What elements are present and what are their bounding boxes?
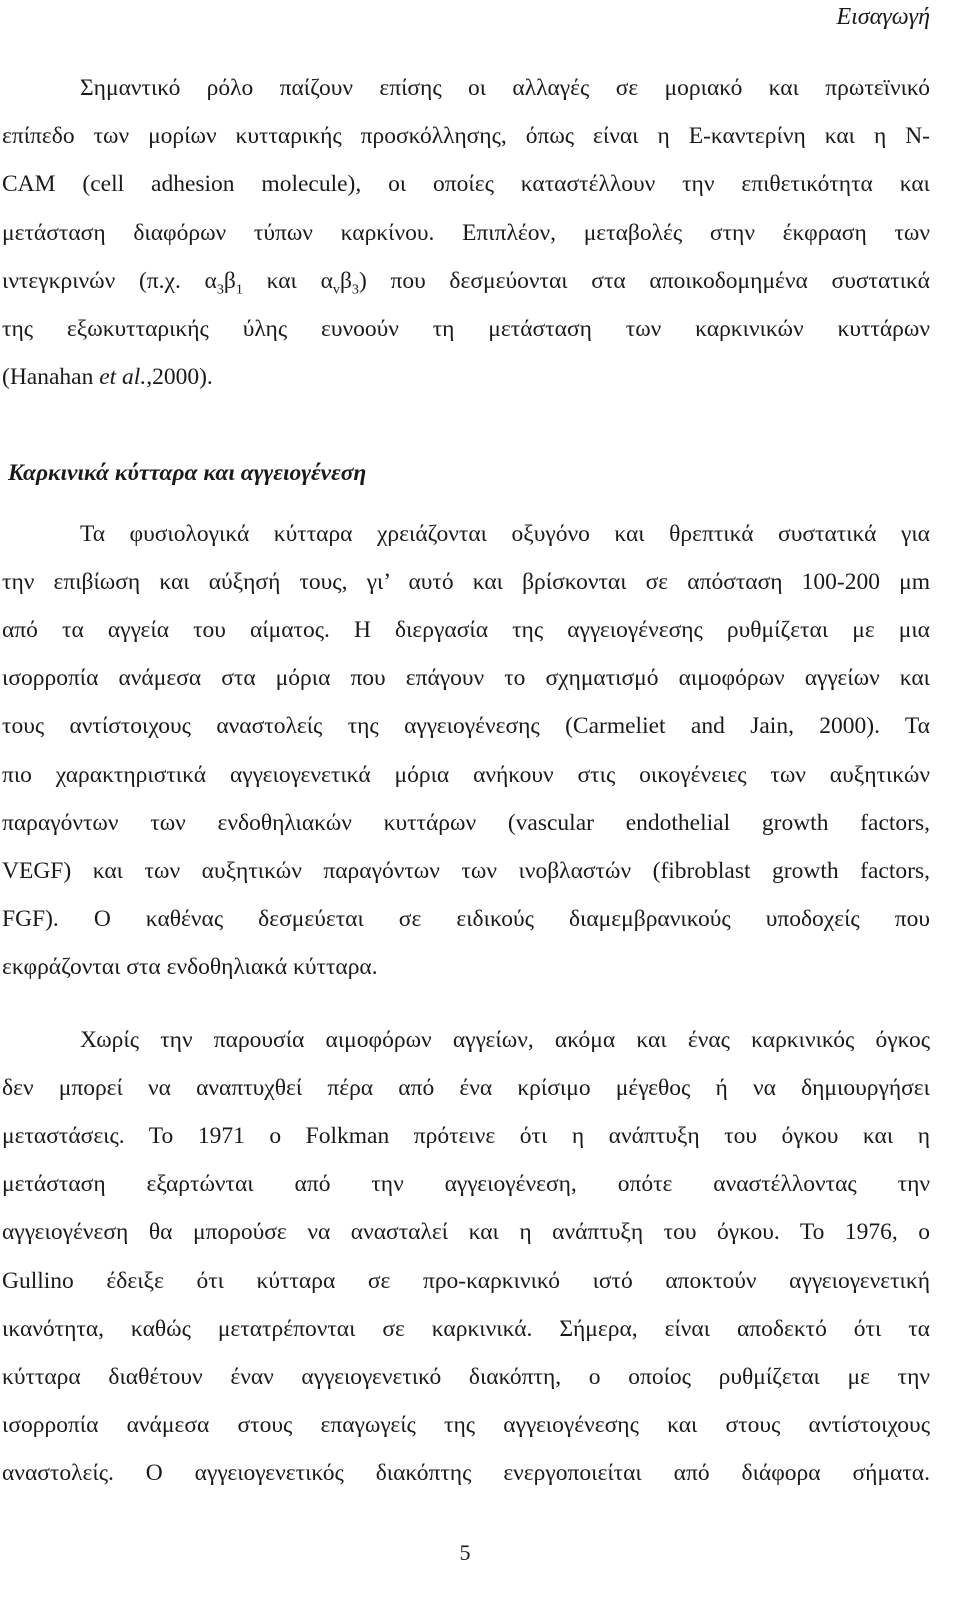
text-line: της εξωκυτταρικής ύλης ευνοούν τη μετάσταση των καρκινικών κυττάρων [2, 316, 930, 343]
text-fragment: ) που δεσμεύονται στα αποικοδομημένα συστατικά [358, 267, 930, 294]
text-line: αναστολείς. Ο αγγειογενετικός διακόπτης ενεργοποιείται από διάφορα σήματα. [2, 1460, 930, 1487]
text-line: αγγειογένεση θα μπορούσε να ανασταλεί και η ανάπτυξη του όγκου. Το 1976, ο [2, 1219, 930, 1246]
text-line: ισορροπία ανάμεσα στα μόρια που επάγουν το σχηματισμό αιμοφόρων αγγείων και [2, 665, 930, 692]
paragraph-angiogenesis [2, 510, 930, 992]
paragraph-cell-adhesion [2, 64, 930, 401]
text-line: CAM (cell adhesion molecule), οι οποίες καταστέλλουν την επιθετικότητα και [2, 171, 930, 198]
text-line: Τα φυσιολογικά κύτταρα χρειάζονται οξυγόνο και θρεπτικά συστατικά για [80, 520, 930, 547]
text-line: δεν μπορεί να αναπτυχθεί πέρα από ένα κρίσιμο μέγεθος ή να δημιουργήσει [2, 1074, 930, 1101]
text-line: FGF). Ο καθένας δεσμεύεται σε ειδικούς διαμεμβρανικούς υποδοχείς που [2, 906, 930, 933]
text-line: μετάσταση εξαρτώνται από την αγγειογένεση, οπότε αναστέλλοντας την [2, 1171, 930, 1198]
text-line: κύτταρα διαθέτουν έναν αγγειογενετικό διακόπτη, ο οποίος ρυθμίζεται με την [2, 1364, 930, 1391]
text-line: Χωρίς την παρουσία αιμοφόρων αγγείων, ακόμα και ένας καρκινικός όγκος [80, 1026, 930, 1053]
section-heading: Καρκινικά κύτταρα και αγγειογένεση [8, 460, 367, 487]
text-line: την επιβίωση και αύξησή τους, γι’ αυτό και βρίσκονται σε απόσταση 100-200 μm [2, 568, 930, 595]
document-body [2, 64, 930, 1498]
text-fragment-italic: et al. [99, 364, 147, 391]
text-line: ικανότητα, καθώς μετατρέπονται σε καρκινικά. Σήμερα, είναι αποδεκτό ότι τα [2, 1315, 930, 1342]
text-line: τους αντίστοιχους αναστολείς της αγγειογένεσης (Carmeliet and Jain, 2000). Τα [2, 713, 930, 740]
page-header-chapter-title: Εισαγωγή [836, 4, 930, 30]
text-line-integrins [2, 257, 930, 305]
subscript: v [332, 281, 340, 298]
page-number: 5 [459, 1540, 471, 1565]
paragraph-folkman [2, 1016, 930, 1498]
subscript: 3 [216, 281, 224, 298]
text-fragment: και α [242, 267, 333, 294]
text-fragment: (Hanahan [2, 364, 100, 391]
text-line: εκφράζονται στα ενδοθηλιακά κύτταρα. [2, 954, 378, 981]
text-line: επίπεδο των μορίων κυτταρικής προσκόλλησης, όπως είναι η Ε-καντερίνη και η N- [2, 123, 930, 150]
text-line: πιο χαρακτηριστικά αγγειογενετικά μόρια ανήκουν στις οικογένειες των αυξητικών [2, 761, 930, 788]
subscript: 1 [235, 281, 243, 298]
text-fragment: ,2000). [146, 364, 213, 391]
text-fragment: β [223, 267, 236, 294]
text-line: VEGF) και των αυξητικών παραγόντων των ινοβλαστών (fibroblast growth factors, [2, 858, 930, 885]
text-line: ισορροπία ανάμεσα στους επαγωγείς της αγγειογένεσης και στους αντίστοιχους [2, 1412, 930, 1439]
text-line-citation [2, 353, 930, 401]
subscript: 3 [351, 281, 359, 298]
text-line: Σημαντικό ρόλο παίζουν επίσης οι αλλαγές σε μοριακό και πρωτεϊνικό [80, 75, 930, 101]
text-line: μεταστάσεις. Το 1971 ο Folkman πρότεινε ότι η ανάπτυξη του όγκου και η [2, 1123, 930, 1150]
text-line: μετάσταση διαφόρων τύπων καρκίνου. Επιπλέον, μεταβολές στην έκφραση των [2, 219, 930, 246]
text-line: παραγόντων των ενδοθηλιακών κυττάρων (vascular endothelial growth factors, [2, 809, 930, 836]
text-fragment: ιντεγκρινών (π.χ. α [2, 267, 217, 294]
text-fragment: β [339, 267, 352, 294]
text-line: Gullino έδειξε ότι κύτταρα σε προ-καρκινικό ιστό αποκτούν αγγειογενετική [2, 1267, 930, 1294]
text-line: από τα αγγεία του αίματος. Η διεργασία της αγγειογένεσης ρυθμίζεται με μια [2, 617, 930, 644]
